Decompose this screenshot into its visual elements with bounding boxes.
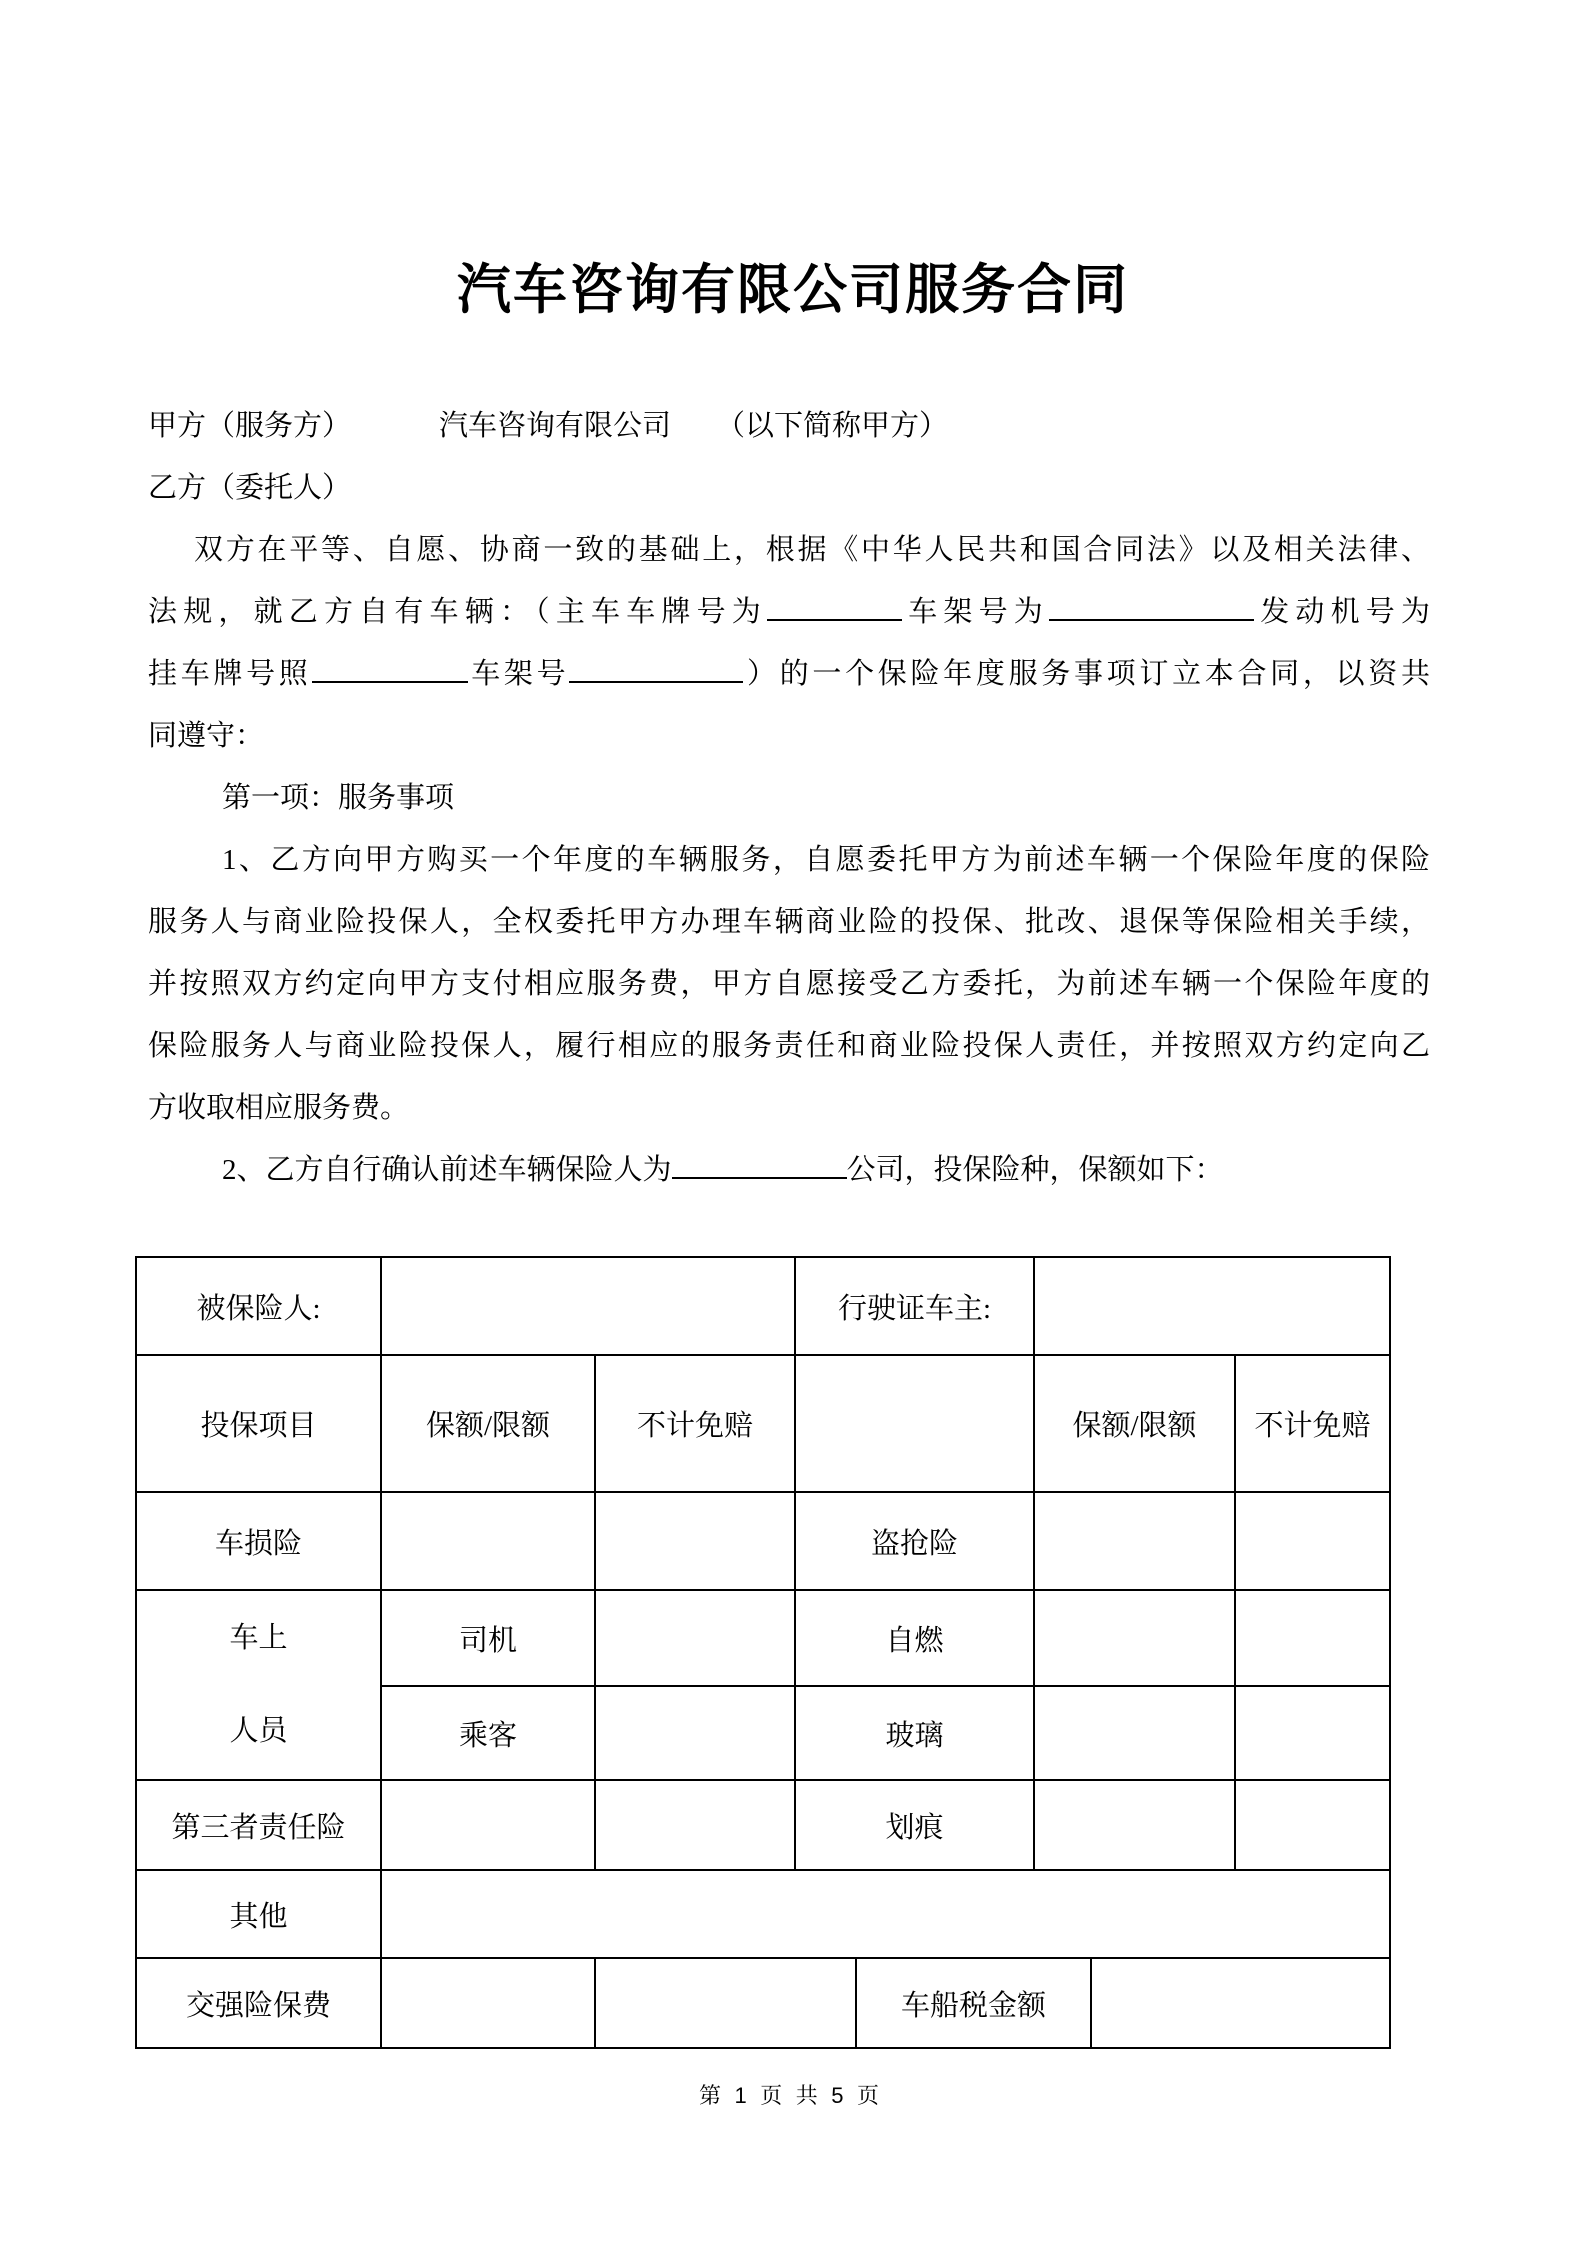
damage-deductible-cell: [595, 1492, 795, 1590]
scratch-amount-cell: [1034, 1780, 1235, 1870]
footer-text: 页: [760, 2083, 783, 2108]
item2-text-2: 公司，投保险种，保额如下：: [846, 1154, 1224, 1186]
main-vin-blank: [1049, 590, 1254, 621]
table-row-compulsory: [136, 1958, 1390, 2048]
trailer-vin-blank: [569, 652, 743, 683]
page-title: 汽车咨询有限公司服务合同: [457, 260, 1129, 320]
thirdparty-deductible-cell: [595, 1780, 795, 1870]
footer-text: 页: [857, 2083, 880, 2108]
insurance-table: [135, 1256, 1391, 2049]
preamble-line-2-text-2: 车架号为: [902, 596, 1049, 628]
preamble-line-2-text-1: 法规，就乙方自有车辆：（主车车牌号为: [148, 596, 768, 628]
table-row-other: [136, 1870, 1390, 1958]
driver-label-cell: 司机: [381, 1590, 595, 1686]
compulsory-value-cell-2: [595, 1958, 856, 2048]
preamble-line-3-text-3: ）的一个保险年度服务事项订立本合同，以资共: [743, 658, 1430, 690]
item1-line-2: 服务人与商业险投保人，全权委托甲方办理车辆商业险的投保、批改、退保等保险相关手续，: [148, 906, 1430, 938]
passenger-deductible-cell: [595, 1686, 795, 1780]
preamble-line-3-text-2: 车架号: [467, 658, 570, 690]
table-row-insured: [136, 1257, 1390, 1355]
passenger-label-cell: 乘客: [381, 1686, 595, 1780]
insurer-name-blank: [672, 1148, 847, 1179]
fire-label-cell: 自燃: [795, 1590, 1034, 1686]
damage-label-cell: 车损险: [136, 1492, 381, 1590]
item1-line-1: 1、乙方向甲方购买一个年度的车辆服务，自愿委托甲方为前述车辆一个保险年度的保险: [222, 844, 1430, 876]
thirdparty-label-cell: 第三者责任险: [136, 1780, 381, 1870]
other-value-cell: [381, 1870, 1390, 1958]
main-plate-number-blank: [767, 590, 902, 621]
fire-amount-cell: [1034, 1590, 1235, 1686]
preamble-line-1: 双方在平等、自愿、协商一致的基础上，根据《中华人民共和国合同法》以及相关法律、: [194, 534, 1430, 566]
col-deductible-right-header: 不计免赔: [1235, 1355, 1390, 1492]
thirdparty-amount-cell: [381, 1780, 595, 1870]
party-b-line: [148, 457, 1430, 519]
item1-line-4: 保险服务人与商业险投保人，履行相应的服务责任和商业险投保人责任，并按照双方约定向乙: [148, 1030, 1430, 1062]
party-a-name: 汽车咨询有限公司: [439, 410, 672, 442]
onboard-label-line2: 人员: [229, 1715, 288, 1747]
col-deductible-left-header: 不计免赔: [595, 1355, 795, 1492]
owner-value-cell: [1034, 1257, 1390, 1355]
party-a-alias: （以下简称甲方）: [716, 410, 949, 442]
glass-label-cell: 玻璃: [795, 1686, 1034, 1780]
party-a-line: [148, 395, 1430, 457]
onboard-label-cell: [136, 1590, 381, 1780]
theft-label-cell: 盗抢险: [795, 1492, 1034, 1590]
col-amount-right-header: 保额/限额: [1034, 1355, 1235, 1492]
theft-deductible-cell: [1235, 1492, 1390, 1590]
footer-text: 第: [698, 2083, 721, 2108]
other-label-cell: 其他: [136, 1870, 381, 1958]
scratch-deductible-cell: [1235, 1780, 1390, 1870]
item2-line: [148, 1139, 1430, 1201]
footer-text: 共: [795, 2083, 818, 2108]
preamble-line-2: [148, 581, 1430, 643]
total-page-number: 5: [831, 2083, 844, 2108]
damage-amount-cell: [381, 1492, 595, 1590]
col-item-header: 投保项目: [136, 1355, 381, 1492]
glass-deductible-cell: [1235, 1686, 1390, 1780]
table-row-damage-theft: [136, 1492, 1390, 1590]
col-mid-header-cell: [795, 1355, 1034, 1492]
vessel-tax-value-cell: [1091, 1958, 1390, 2048]
item1-line-5: 方收取相应服务费。: [148, 1092, 410, 1124]
driver-deductible-cell: [595, 1590, 795, 1686]
insured-label-cell: 被保险人:: [136, 1257, 381, 1355]
trailer-plate-blank: [312, 652, 468, 683]
scratch-label-cell: 划痕: [795, 1780, 1034, 1870]
table-row-header: [136, 1355, 1390, 1492]
onboard-label-line1: 车上: [229, 1622, 288, 1654]
preamble-line-3: [148, 643, 1430, 705]
preamble-line-4: 同遵守：: [148, 720, 265, 752]
party-a-label: 甲方（服务方）: [148, 410, 352, 442]
glass-amount-cell: [1034, 1686, 1235, 1780]
insured-value-cell: [381, 1257, 795, 1355]
col-amount-left-header: 保额/限额: [381, 1355, 595, 1492]
item2-text-1: 2、乙方自行确认前述车辆保险人为: [222, 1154, 672, 1186]
owner-label-cell: 行驶证车主:: [795, 1257, 1034, 1355]
table-row-thirdparty-scratch: [136, 1780, 1390, 1870]
table-row-driver-fire: [136, 1590, 1390, 1686]
fire-deductible-cell: [1235, 1590, 1390, 1686]
page-footer: [148, 2081, 1430, 2111]
vessel-tax-label-cell: 车船税金额: [856, 1958, 1091, 2048]
theft-amount-cell: [1034, 1492, 1235, 1590]
item1-line-3: 并按照双方约定向甲方支付相应服务费，甲方自愿接受乙方委托，为前述车辆一个保险年度的: [148, 968, 1430, 1000]
party-b-label: 乙方（委托人）: [148, 472, 352, 504]
compulsory-value-cell-1: [381, 1958, 595, 2048]
preamble-line-2-text-3: 发动机号为: [1254, 596, 1430, 628]
section1-heading: 第一项：服务事项: [222, 782, 455, 814]
current-page-number: 1: [734, 2083, 747, 2108]
preamble-line-3-text-1: 挂车牌号照: [148, 658, 312, 690]
compulsory-label-cell: 交强险保费: [136, 1958, 381, 2048]
contract-body: [148, 395, 1430, 2111]
